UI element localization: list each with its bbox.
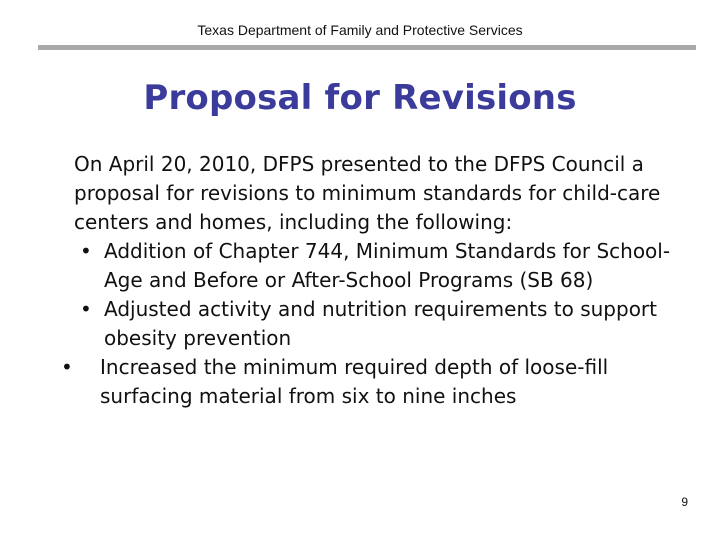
bullet-text: Increased the minimum required depth of loose-fill surfacing material from six to nine inches (100, 355, 609, 408)
header-organization: Texas Department of Family and Protective Services (197, 22, 523, 38)
slide-title: Proposal for Revisions (143, 78, 577, 118)
bullet-item (74, 295, 694, 353)
bullet-text: Addition of Chapter 744, Minimum Standards for School-Age and Before or After-School Programs (SB 68) (104, 239, 671, 292)
intro-paragraph: On April 20, 2010, DFPS presented to the DFPS Council a proposal for revisions to minimum standards for child-care centers and homes, including the following: (74, 152, 661, 234)
bullet-text: Adjusted activity and nutrition requirements to support obesity prevention (104, 297, 657, 350)
slide-body (61, 150, 694, 411)
bullet-icon: • (80, 297, 92, 321)
page-number: 9 (681, 495, 688, 509)
bullet-item (59, 353, 694, 411)
bullet-item (74, 237, 694, 295)
bullet-icon: • (80, 239, 92, 263)
bullet-icon: • (61, 355, 73, 379)
header-divider (38, 45, 696, 50)
bullet-list (61, 237, 694, 411)
